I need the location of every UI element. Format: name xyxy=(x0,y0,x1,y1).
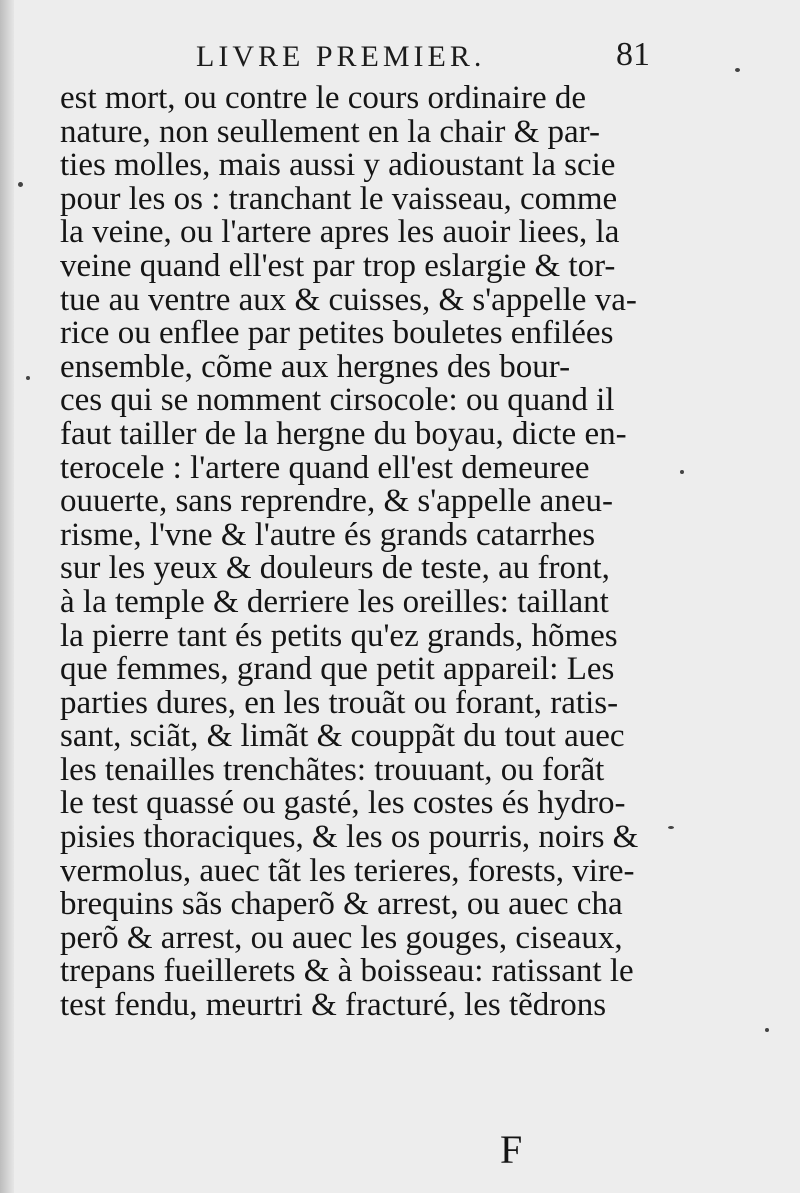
text-line: nature, non seullement en la chair & par- xyxy=(60,113,600,150)
text-line: ouuerte, sans reprendre, & s'appelle aneu- xyxy=(60,483,613,520)
text-line: perõ & arrest, ou auec les gouges, ciseaux, xyxy=(60,919,623,956)
text-line: la veine, ou l'artere apres les auoir liees, la xyxy=(60,214,620,251)
text-line: est mort, ou contre le cours ordinaire de xyxy=(60,80,586,116)
signature-mark: F xyxy=(500,1127,523,1172)
ink-speck xyxy=(18,182,23,187)
text-line: vermolus, auec tãt les terieres, forests, vire- xyxy=(60,852,635,889)
text-line: les tenailles trenchãtes: trouuant, ou forãt xyxy=(60,751,605,788)
text-line: test fendu, meurtri & fracturé, les tẽdrons xyxy=(60,987,607,1024)
text-line: terocele : l'artere quand ell'est demeuree xyxy=(60,449,590,486)
text-line: la pierre tant és petits qu'ez grands, hõmes xyxy=(60,617,618,654)
text-line: que femmes, grand que petit appareil: Les xyxy=(60,651,615,688)
text-line: faut tailler de la hergne du boyau, dicte en- xyxy=(60,415,627,452)
text-line: pisies thoraciques, & les os pourris, noirs & xyxy=(60,819,639,856)
text-line: trepans fueillerets & à boisseau: ratissant le xyxy=(60,953,634,990)
page-number: 81 xyxy=(616,36,650,73)
ink-speck xyxy=(680,470,684,474)
text-line: le test quassé ou gasté, les costes és hydro- xyxy=(60,785,626,822)
text-line: veine quand ell'est par trop eslargie & tor- xyxy=(60,247,616,284)
text-line: ties molles, mais aussi y adioustant la scie xyxy=(60,147,616,184)
body-text xyxy=(60,82,660,1023)
text-line: parties dures, en les trouãt ou forant, ratis- xyxy=(60,684,619,721)
page-gutter-shadow xyxy=(0,0,14,1193)
running-head: LIVRE PREMIER. xyxy=(196,40,486,73)
ink-speck xyxy=(765,1028,769,1032)
text-line: brequins sãs chaperõ & arrest, ou auec cha xyxy=(60,886,623,923)
text-line: sur les yeux & douleurs de teste, au front, xyxy=(60,550,610,587)
text-line: ensemble, cõme aux hergnes des bour- xyxy=(60,348,571,385)
text-line: rice ou enflee par petites bouletes enfilées xyxy=(60,315,614,352)
text-line: pour les os : tranchant le vaisseau, comme xyxy=(60,180,618,217)
text-line: ces qui se nomment cirsocole: ou quand il xyxy=(60,382,615,419)
text-line: à la temple & derriere les oreilles: taillant xyxy=(60,583,609,620)
ink-speck xyxy=(668,826,674,829)
text-line: risme, l'vne & l'autre és grands catarrhes xyxy=(60,516,596,553)
text-line: sant, sciãt, & limãt & couppãt du tout auec xyxy=(60,718,625,755)
ink-speck xyxy=(26,376,30,380)
text-line: tue au ventre aux & cuisses, & s'appelle va- xyxy=(60,281,637,318)
ink-speck xyxy=(735,68,740,72)
